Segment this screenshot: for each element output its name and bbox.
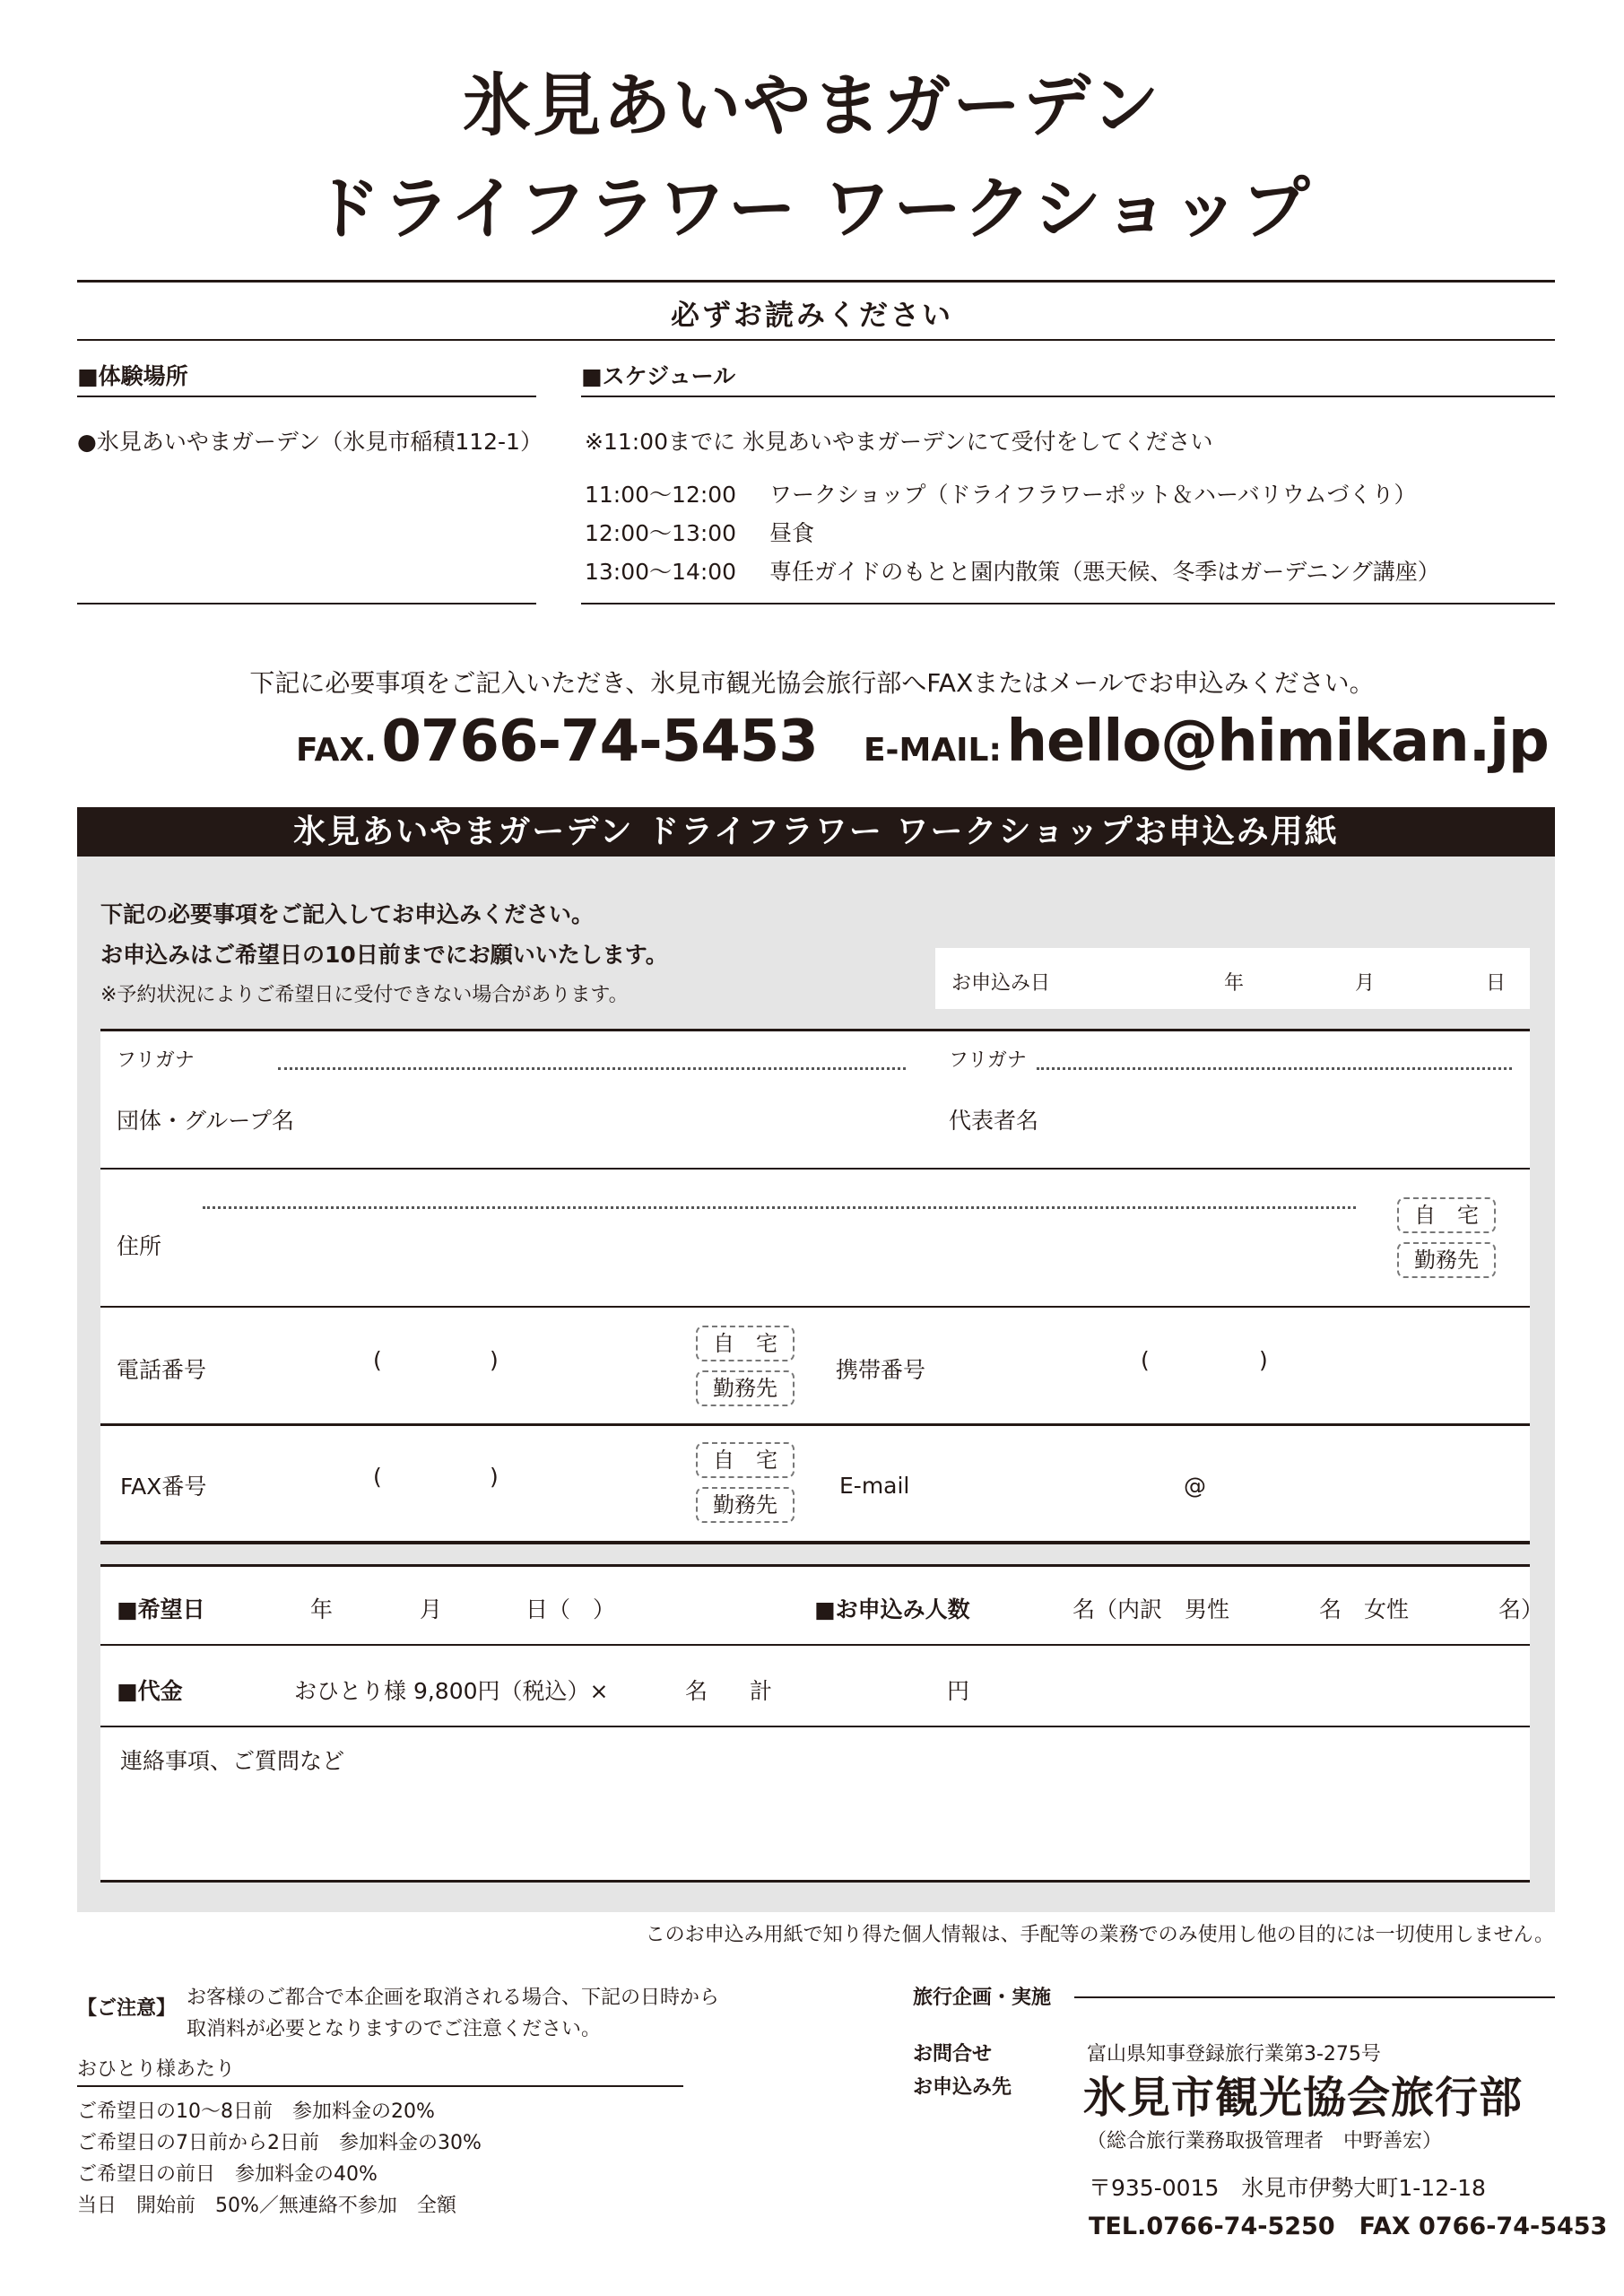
divider	[77, 280, 1555, 283]
schedule-note: ※11:00までに 氷見あいやまガーデンにて受付をしてください	[585, 429, 1213, 455]
schedule-desc: 昼食	[769, 520, 815, 546]
divider	[100, 1880, 1530, 1883]
manager: （総合旅行業務取扱管理者 中野善宏）	[1087, 2130, 1443, 2152]
year-label: 年	[310, 1596, 334, 1622]
total-label: 計	[750, 1678, 773, 1704]
at-sign: @	[1184, 1473, 1206, 1499]
schedule-time: 12:00〜13:00	[585, 520, 737, 546]
address-label: 住所	[117, 1233, 162, 1259]
fax-number: 0766-74-5453	[381, 709, 818, 775]
divider	[100, 1423, 1530, 1426]
representative-label: 代表者名	[949, 1108, 1039, 1134]
organizer-name: 氷見市観光協会旅行部	[1083, 2073, 1524, 2123]
divider	[581, 396, 1555, 397]
paren-close: )	[490, 1464, 499, 1490]
application-date-field[interactable]	[935, 948, 1530, 1009]
schedule-desc: ワークショップ（ドライフラワーポット＆ハーバリウムづくり）	[769, 482, 1417, 508]
cancel-row: ご希望日の7日前から2日前 参加料金の30%	[77, 2132, 482, 2154]
form-intro: 下記の必要事項をご記入してお申込みください。	[100, 901, 595, 927]
paren-open: (	[373, 1464, 382, 1490]
venue-item: ●氷見あいやまガーデン（氷見市稲積112-1）	[77, 429, 543, 455]
organizer-heading: 旅行企画・実施	[913, 1987, 1052, 2009]
form-intro: お申込みはご希望日の10日前までにお願いいたします。	[100, 942, 668, 968]
notice-heading: 必ずお読みください	[670, 298, 953, 332]
privacy-note: このお申込み用紙で知り得た個人情報は、手配等の業務でのみ使用し他の目的には一切使用しません。	[645, 1924, 1554, 1946]
form-panel	[100, 1029, 1530, 1542]
yen-label: 円	[947, 1678, 970, 1704]
cancel-row: 当日 開始前 50%／無連絡不参加 全額	[77, 2195, 456, 2217]
furigana-label: フリガナ	[117, 1049, 195, 1072]
home-option[interactable]: 自 宅	[696, 1442, 795, 1478]
month-label: 月	[1355, 972, 1376, 995]
cancel-row: ご希望日の前日 参加料金の40%	[77, 2163, 378, 2186]
inquiry-label: お問合せ	[913, 2043, 993, 2066]
divider	[581, 603, 1555, 604]
day-label: 日（ ）	[525, 1596, 616, 1622]
divider	[100, 1564, 1530, 1567]
venue-heading: ■体験場所	[77, 363, 188, 389]
paren-close: )	[1259, 1347, 1268, 1373]
divider	[77, 603, 536, 604]
organizer-address: 〒935-0015 氷見市伊勢大町1-12-18	[1089, 2175, 1486, 2201]
cancel-row: ご希望日の10〜8日前 参加料金の20%	[77, 2100, 435, 2123]
phone-label: 電話番号	[117, 1357, 207, 1383]
per-person-label: おひとり様あたり	[77, 2058, 236, 2081]
form-banner: 氷見あいやまガーデン ドライフラワー ワークショップお申込み用紙	[77, 807, 1555, 857]
memo-label[interactable]: 連絡事項、ご質問など	[120, 1748, 345, 1774]
divider	[100, 1029, 1530, 1031]
fax-field-label: FAX番号	[120, 1474, 207, 1500]
divider	[77, 2085, 683, 2087]
price-text: おひとり様 9,800円（税込）×	[294, 1678, 609, 1704]
mei-label: 名	[685, 1678, 708, 1704]
divider	[100, 1644, 1530, 1646]
furigana-line[interactable]	[278, 1067, 906, 1070]
title-line-2: ドライフラワー ワークショップ	[312, 169, 1312, 248]
divider	[77, 396, 536, 397]
address-line[interactable]	[203, 1206, 1356, 1209]
paren-close: )	[490, 1347, 499, 1373]
home-option[interactable]: 自 宅	[696, 1326, 795, 1361]
paren-open: (	[373, 1347, 382, 1373]
registration: 富山県知事登録旅行業第3-275号	[1087, 2043, 1381, 2066]
fax-label: FAX.	[296, 732, 377, 769]
divider	[1074, 1996, 1555, 1998]
date-label: お申込み日	[951, 972, 1051, 995]
cancel-text: お客様のご都合で本企画を取消される場合、下記の日時から	[187, 1987, 720, 2009]
form-intro-note: ※予約状況によりご希望日に受付できない場合があります。	[100, 984, 629, 1006]
schedule-heading: ■スケジュール	[581, 363, 736, 389]
instruction: 下記に必要事項をご記入いただき、氷見市観光協会旅行部へFAXまたはメールでお申込みください。	[249, 668, 1375, 698]
day-label: 日	[1486, 972, 1507, 995]
group-name-label: 団体・グループ名	[117, 1108, 295, 1134]
schedule-time: 11:00〜12:00	[585, 482, 737, 508]
work-option[interactable]: 勤務先	[696, 1487, 795, 1523]
mobile-label: 携帯番号	[836, 1357, 926, 1383]
divider	[100, 1541, 1530, 1544]
count-label: ■お申込み人数	[814, 1596, 970, 1622]
title-line-1: 氷見あいやまガーデン	[463, 65, 1161, 145]
wish-date-label: ■希望日	[117, 1596, 205, 1622]
schedule-time: 13:00〜14:00	[585, 559, 737, 585]
paren-open: (	[1141, 1347, 1150, 1373]
email-address[interactable]: hello@himikan.jp	[1006, 709, 1549, 775]
email-field-label: E-mail	[839, 1473, 910, 1499]
home-option[interactable]: 自 宅	[1397, 1197, 1496, 1233]
price-label: ■代金	[117, 1678, 183, 1704]
count-breakdown: 名（内訳 男性 名 女性 名）	[1073, 1596, 1544, 1622]
divider	[77, 339, 1555, 341]
furigana-line[interactable]	[1037, 1067, 1512, 1070]
work-option[interactable]: 勤務先	[696, 1370, 795, 1406]
organizer-tel: TEL.0766-74-5250 FAX 0766-74-5453	[1089, 2213, 1608, 2240]
work-option[interactable]: 勤務先	[1397, 1242, 1496, 1278]
furigana-label: フリガナ	[949, 1049, 1027, 1072]
email-label: E-MAIL:	[863, 732, 1002, 769]
cancel-text: 取消料が必要となりますのでご注意ください。	[187, 2018, 602, 2040]
schedule-desc: 専任ガイドのもとと園内散策（悪天候、冬季はガーデニング講座）	[769, 559, 1440, 585]
divider	[100, 1726, 1530, 1727]
divider	[100, 1306, 1530, 1308]
cancel-label: 【ご注意】	[77, 1997, 177, 2020]
month-label: 月	[420, 1596, 443, 1622]
apply-label: お申込み先	[913, 2076, 1012, 2099]
divider	[100, 1168, 1530, 1170]
year-label: 年	[1224, 972, 1245, 995]
